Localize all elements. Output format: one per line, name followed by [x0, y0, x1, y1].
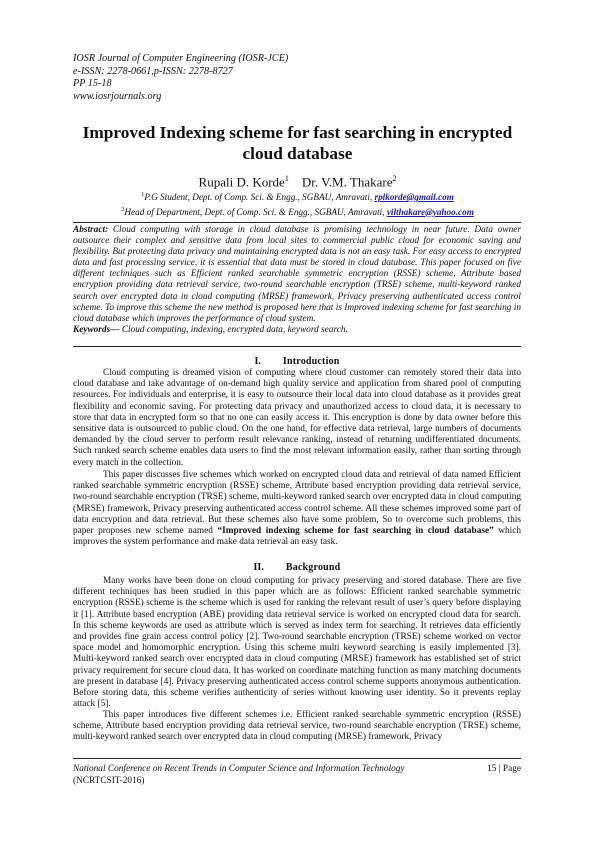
title-line-2: cloud database	[242, 144, 353, 163]
proposed-scheme-name: “Improved indexing scheme for fast searching in cloud database”	[217, 526, 494, 537]
footer-conference-short: (NCRTCSIT-2016)	[73, 776, 145, 786]
journal-header	[73, 53, 288, 103]
author-list	[55, 171, 540, 189]
background-p1-text: Many works have been done on cloud computing for privacy preserving and stored database. There are five different techniques has been studied in this paper which are as follows: Efficient ranked searchable symmetric encryption (RSSE) scheme is the scheme which is used for ranking the relevant result of user’s query before displaying it [1]. Attribute based encryption (ABE) providing data retrieval service is worked on encrypted cloud data for search. In this scheme keywords are used as attribute which is served as index term for searching. It retrieves data efficiently and provides fine grain access control policy [2]. Two-round searchable encryption (TRSE) scheme worked on vector space model and homomorphic encryption. Using this scheme multi keyword searching is easily implemented [3]. Multi-keyword ranked search over encrypted data in cloud computing (MRSE) framework has established set of strict privacy requirement for secure cloud data. It has worked on coordinate matching function as many matching documents are present in database [4]. Privacy preserving authenticated access control scheme supports anonymous authentication. Before storing data, this scheme verifies authenticity of series without knowing user identity. So it prevents replay attack [5].	[73, 576, 521, 710]
affiliation-2	[60, 204, 535, 219]
affil-1-sup: 1	[141, 191, 145, 198]
journal-name: IOSR Journal of Computer Engineering (IOSR-JCE)	[73, 53, 289, 64]
affil-2-sup: 2	[121, 205, 125, 213]
section-2-number: II.	[253, 562, 264, 573]
email-link-2[interactable]: vilthakare@yahoo.com	[386, 206, 474, 217]
author-1: Rupali D. Korde	[198, 174, 285, 190]
intro-p2-text-c: which improves the system performance and make data retrieval an easy task.	[73, 526, 522, 548]
background-paragraph-2	[73, 710, 521, 744]
author-1-sup: 1	[284, 174, 289, 183]
author-2-sup: 2	[392, 174, 397, 183]
section-heading-introduction	[73, 356, 521, 367]
paper-title	[55, 122, 540, 164]
intro-p2-text-a: This paper discusses five schemes which worked on encrypted cloud data and retrieval of data named Efficient ranked searchable symmetric encryption (RSSE) scheme, Attribute based encryption providing data retrieval service, two-round searchable encryption (TRSE) scheme, multi-keyword ranked search over encrypted data in cloud computing (MRSE) framework, Privacy preserving authenticated access control scheme. All these schemes improved some part of data encryption and data retrieval. But these schemes also have some problem, So to overcome such problems, this paper proposes new scheme named	[73, 470, 521, 537]
abstract-top-rule	[73, 222, 521, 223]
background-paragraph-1	[73, 576, 521, 710]
affil-1-text: P.G Student, Dept. of Comp. Sci. & Engg., SGBAU, Amravati,	[144, 192, 375, 203]
footer-rule	[73, 758, 521, 759]
section-1-title: Introduction	[282, 356, 340, 367]
abstract-block	[73, 225, 521, 336]
abstract-text: Cloud computing with storage in cloud database is promising technology in near future. Data owner outsource their complex and sensitive data from local sites to commercial public cloud for economic saving and flexibility. But protecting data privacy and maintaining encrypted data is not an easy task. For easy access to encrypted data and fast processing service, it is essential that data must be stored in cloud database. This paper focused on five different techniques such as Efficient ranked searchable symmetric encryption (RSSE) scheme, Attribute based encryption providing data retrieval service, two-round searchable encryption (TRSE) scheme, multi-keyword ranked search over encrypted data in cloud computing (MRSE) framework, Privacy preserving authenticated access control scheme. To improve this scheme the new method is proposed here that is Improved indexing scheme for fast searching in cloud database which improves the performance of cloud system.	[73, 225, 521, 324]
section-heading-background	[73, 562, 521, 573]
email-link-1[interactable]: rplkorde@gmail.com	[374, 192, 454, 203]
author-2: Dr. V.M. Thakare	[301, 174, 393, 190]
journal-issn: e-ISSN: 2278-0661,p-ISSN: 2278-8727	[73, 65, 233, 77]
intro-paragraph-2	[73, 470, 521, 548]
section-1-number: I.	[254, 356, 261, 367]
keywords-line	[73, 325, 521, 336]
page-footer	[73, 763, 521, 787]
section-2-title: Background	[285, 562, 341, 573]
journal-pages: PP 15-18	[73, 78, 112, 90]
footer-conference: National Conference on Recent Trends in Computer Science and Information Technology	[73, 764, 405, 774]
intro-paragraph-1	[73, 368, 521, 469]
affil-2-text: Head of Department, Dept. of Comp. Sci. & Engg., SGBAU, Amravati,	[124, 206, 387, 217]
title-line-1: Improved Indexing scheme for fast searching in encrypted	[82, 123, 513, 142]
footer-page-number: 15 | Page	[487, 764, 521, 774]
abstract-label: Abstract:	[73, 225, 109, 235]
abstract-bottom-rule	[73, 346, 521, 347]
affiliations	[60, 189, 535, 218]
intro-p1-text: Cloud computing is dreamed vision of computing where cloud customer can remotely stored their data into cloud database and take advantage of on-demand high quality service and application from shared pool of computing resources. For individuals and enterprise, it is easy to outsource their local data into cloud database as it provides great flexibility and economic saving. For protecting data privacy and unauthorized access to cloud data, it is necessary to store that data in encrypted form so that no one can easily access it. This encryption is done by data owner before this sensitive data is outsourced to public cloud. On the one hand, for effective data retrieval, large numbers of documents demanded by the cloud server to perform result relevance ranking, instead of returning undifferentiated documents. Such ranked search scheme enables data users to find the most relevant information easily, rather than sorting through every match in the collection.	[73, 368, 521, 468]
background-p2-text: This paper introduces five different schemes i.e. Efficient ranked searchable symmetric encryption (RSSE) scheme, Attribute based encryption providing data retrieval service, two-round searchable encryption (TRSE) scheme, multi-keyword ranked search over encrypted data in cloud computing (MRSE) framework, Privacy	[73, 710, 521, 743]
affiliation-1	[60, 189, 535, 204]
journal-website: www.iosrjournals.org	[73, 90, 162, 102]
keywords-text: Cloud computing, indexing, encrypted data, keyword search.	[119, 324, 348, 335]
keywords-label: Keywords—	[73, 324, 120, 335]
